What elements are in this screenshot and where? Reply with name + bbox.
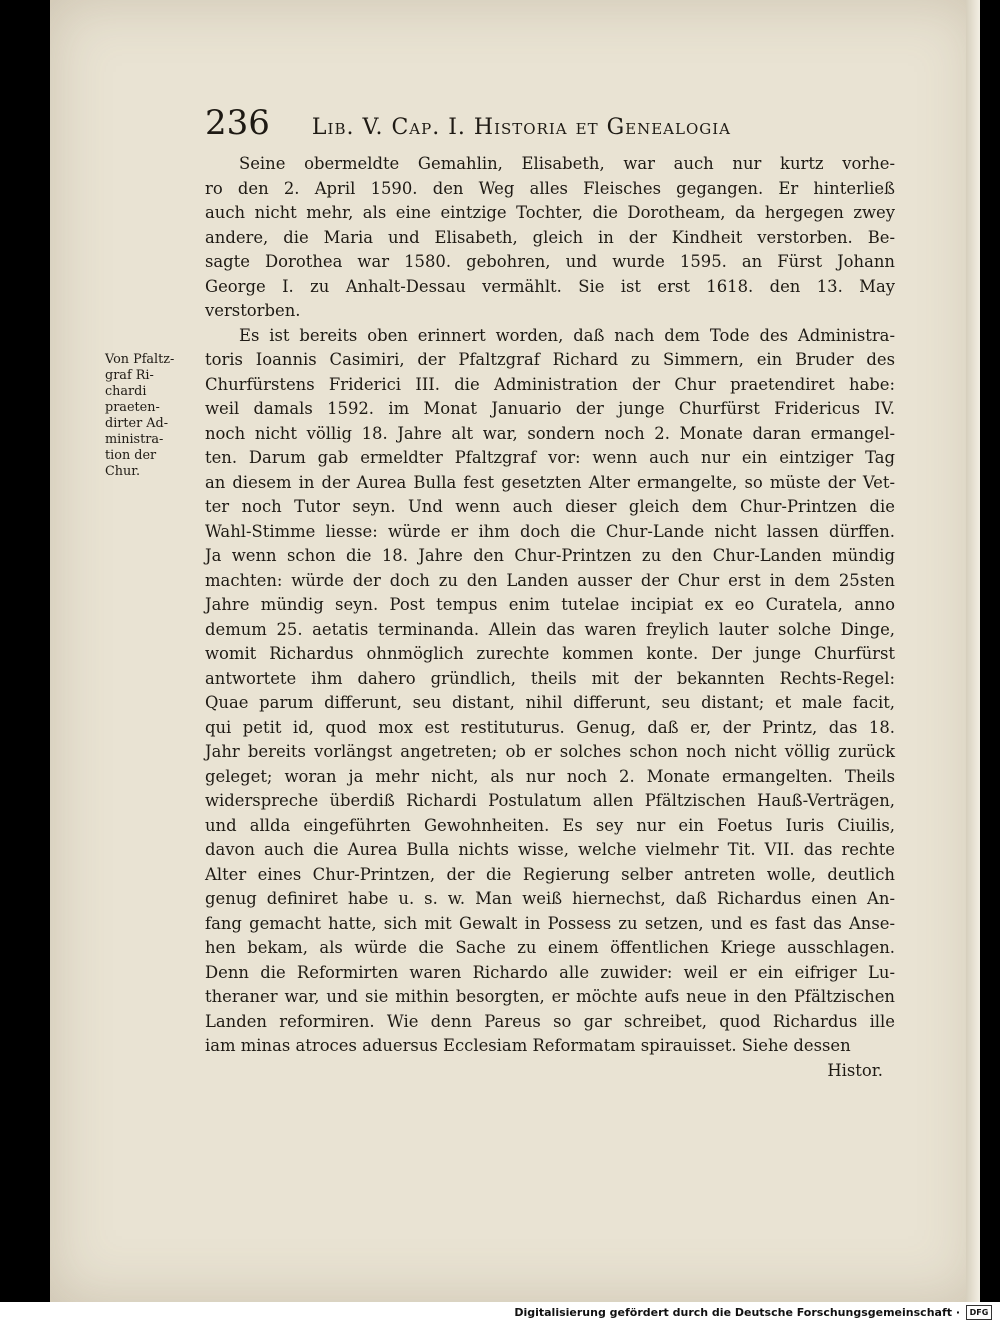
margin-note-line: tion der (105, 448, 157, 463)
paragraph-2-line: Jahr bereits vorlängst angetreten; ob er solches schon noch nicht völlig zurück (205, 742, 895, 761)
paragraph-2-line: noch nicht völlig 18. Jahre alt war, sondern noch 2. Monate daran ermangel- (205, 423, 895, 443)
paragraph-2-line: widerspreche überdiß Richardi Postulatum allen Pfältzischen Hauß-Verträgen, (205, 791, 895, 810)
paragraph-2-line: theraner war, und sie mithin besorgten, er möchte aufs neue in den Pfältzischen (205, 987, 895, 1006)
paragraph-2-line: weil damals 1592. im Monat Januario der junge Churfürst Fridericus IV. (205, 399, 895, 418)
margin-note-line: Von Pfaltz- (105, 352, 175, 367)
paragraph-2-line: Landen reformiren. Wie denn Pareus so gar schreibet, quod Richardus ille (205, 1011, 895, 1031)
paragraph-2-line: Denn die Reformirten waren Richardo alle zuwider: weil er ein eifriger Lu- (205, 962, 895, 982)
paragraph-2-line: genug definiret habe u. s. w. Man weiß hiernechst, daß Richardus einen An- (205, 889, 895, 908)
paragraph-2-line: an diesem in der Aurea Bulla fest gesetzten Alter ermangelte, so müste der Vet- (205, 472, 895, 492)
paragraph-1-line: andere, die Maria und Elisabeth, gleich in der Kindheit verstorben. Be- (205, 227, 895, 247)
body-text (205, 152, 895, 1083)
running-head: Lib. V. Cap. I. Historia et Genealogia (311, 115, 732, 140)
paragraph-1-line: sagte Dorothea war 1580. gebohren, und wurde 1595. an Fürst Johann (205, 252, 895, 271)
paragraph-2-line: qui petit id, quod mox est restituturus. Genug, daß er, der Printz, das 18. (205, 717, 895, 737)
paragraph-2-line: Wahl-Stimme liesse: würde er ihm doch die Chur-Lande nicht lassen dürffen. (205, 521, 895, 541)
paragraph-2-line: antwortete ihm dahero gründlich, theils mit der bekannten Rechts-Regel: (205, 668, 895, 688)
paragraph-2-line: fang gemacht hatte, sich mit Gewalt in Possess zu setzen, und es fast das Anse- (205, 913, 895, 933)
margin-note-line: graf Ri- (105, 368, 154, 383)
catchword: Histor. (827, 1060, 883, 1080)
paragraph-2-line: ten. Darum gab ermeldter Pfaltzgraf vor: wenn auch nur ein eintziger Tag (205, 448, 895, 467)
paragraph-2-line: Churfürstens Friderici III. die Administration der Chur praetendiret habe: (205, 374, 895, 394)
margin-note (105, 352, 187, 480)
paragraph-2-line: und allda eingeführten Gewohnheiten. Es sey nur ein Foetus Iuris Ciuilis, (205, 815, 895, 835)
paragraph-2-line: Es ist bereits oben erinnert worden, daß nach dem Tode des Administra- (239, 325, 895, 345)
paragraph-2-line: davon auch die Aurea Bulla nichts wisse, welche vielmehr Tit. VII. das rechte (205, 840, 895, 859)
paragraph-2-line: hen bekam, als würde die Sache zu einem öffentlichen Kriege ausschlagen. (205, 938, 895, 957)
page-edge (966, 0, 980, 1302)
footer (0, 1302, 1000, 1323)
footer-credit: Digitalisierung gefördert durch die Deutsche Forschungsgemeinschaft · (514, 1306, 960, 1319)
paragraph-2 (205, 324, 895, 1059)
paragraph-2-line: toris Ioannis Casimiri, der Pfaltzgraf Richard zu Simmern, ein Bruder des (205, 350, 895, 369)
paragraph-2-line: ter noch Tutor seyn. Und wenn auch dieser gleich dem Chur-Printzen die (205, 497, 895, 516)
paragraph-1-line: ro den 2. April 1590. den Weg alles Fleisches gegangen. Er hinterließ (205, 178, 895, 198)
paragraph-2-line: iam minas atroces aduersus Ecclesiam Reformatam spirauisset. Siehe dessen (205, 1036, 851, 1055)
paragraph-1-line: verstorben. (205, 301, 301, 320)
paragraph-1-line: auch nicht mehr, als eine eintzige Tochter, die Dorotheam, da hergegen zwey (205, 203, 895, 222)
dfg-logo-icon: DFG (966, 1305, 992, 1320)
paragraph-2-line: machten: würde der doch zu den Landen ausser der Chur erst in dem 25sten (205, 570, 895, 590)
paragraph-1-line: Seine obermeldte Gemahlin, Elisabeth, war auch nur kurtz vorhe- (239, 154, 895, 173)
margin-note-line: chardi (105, 384, 147, 399)
margin-note-line: praeten- (105, 400, 160, 415)
margin-note-line: ministra- (105, 432, 164, 447)
paragraph-1 (205, 152, 895, 324)
page-number: 236 (205, 103, 270, 143)
margin-note-line: Chur. (105, 464, 141, 479)
paragraph-2-line: Alter eines Chur-Printzen, der die Regierung selber antreten wolle, deutlich (205, 864, 895, 884)
paragraph-2-line: Jahre mündig seyn. Post tempus enim tutelae incipiat ex eo Curatela, anno (205, 595, 895, 614)
paragraph-2-line: demum 25. aetatis terminanda. Allein das waren freylich lauter solche Dinge, (205, 619, 895, 639)
page-header (205, 103, 885, 151)
paragraph-2-line: Quae parum differunt, seu distant, nihil differunt, seu distant; et male facit, (205, 693, 895, 712)
margin-note-line: dirter Ad- (105, 416, 169, 431)
paragraph-2-line: geleget; woran ja mehr nicht, als nur noch 2. Monate ermangelten. Theils (205, 766, 895, 786)
paragraph-2-line: Ja wenn schon die 18. Jahre den Chur-Printzen zu den Chur-Landen mündig (205, 546, 895, 565)
paragraph-1-line: George I. zu Anhalt-Dessau vermählt. Sie ist erst 1618. den 13. May (205, 276, 895, 296)
paragraph-2-line: womit Richardus ohnmöglich zurechte kommen konte. Der junge Churfürst (205, 644, 895, 663)
